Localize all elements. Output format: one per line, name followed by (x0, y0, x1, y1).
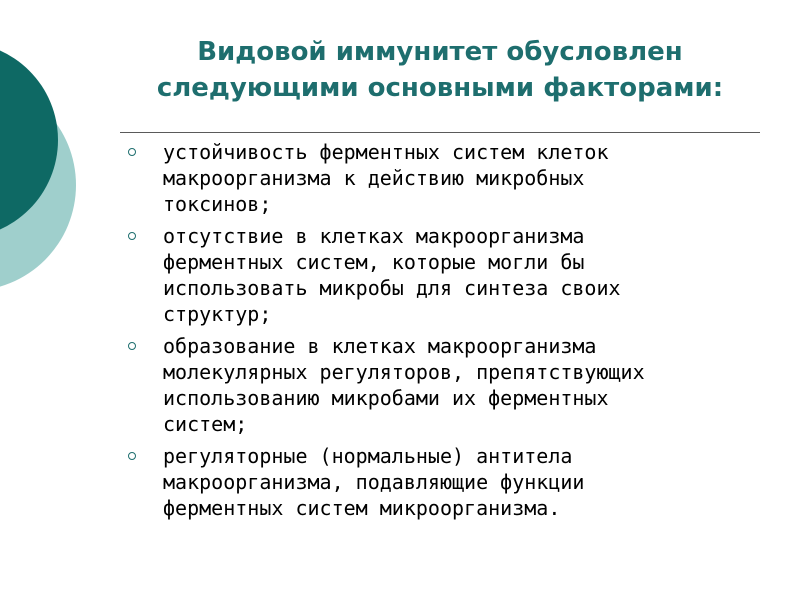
bullet-line: использовать микробы для синтеза своих (163, 276, 621, 300)
bullet-item (125, 223, 745, 327)
bullet-line: макроорганизма, подавляющие функции (163, 470, 585, 494)
bullet-line: токсинов; (163, 192, 272, 216)
bullet-line: использованию микробами их ферментных (163, 386, 609, 410)
bullet-text (163, 443, 745, 521)
hollow-circle-bullet-icon (128, 232, 136, 240)
bullet-line: молекулярных регуляторов, препятствующих (163, 360, 645, 384)
bullet-line: образование в клетках макроорганизма (163, 334, 597, 358)
bullet-item (125, 333, 745, 437)
title-divider (120, 132, 760, 133)
bullet-line: отсутствие в клетках макроорганизма (163, 224, 585, 248)
bullet-line: регуляторные (нормальные) антитела (163, 444, 573, 468)
hollow-circle-bullet-icon (128, 148, 136, 156)
bullet-line: устойчивость ферментных систем клеток (163, 140, 609, 164)
bullet-text (163, 223, 745, 327)
title-line: следующими основными факторами: (156, 73, 724, 103)
bullet-line: макроорганизма к действию микробных (163, 166, 585, 190)
bullet-line: ферментных систем, которые могли бы (163, 250, 585, 274)
slide-title (130, 34, 750, 106)
bullet-text (163, 333, 745, 437)
bullet-line: ферментных систем микроорганизма. (163, 496, 561, 520)
bullet-line: структур; (163, 302, 272, 326)
hollow-circle-bullet-icon (128, 452, 136, 460)
title-line: Видовой иммунитет обусловлен (197, 37, 683, 67)
bullet-line: систем; (163, 412, 248, 436)
hollow-circle-bullet-icon (128, 342, 136, 350)
bullet-text (163, 139, 745, 217)
bullet-list (125, 139, 745, 527)
bullet-item (125, 139, 745, 217)
bullet-item (125, 443, 745, 521)
